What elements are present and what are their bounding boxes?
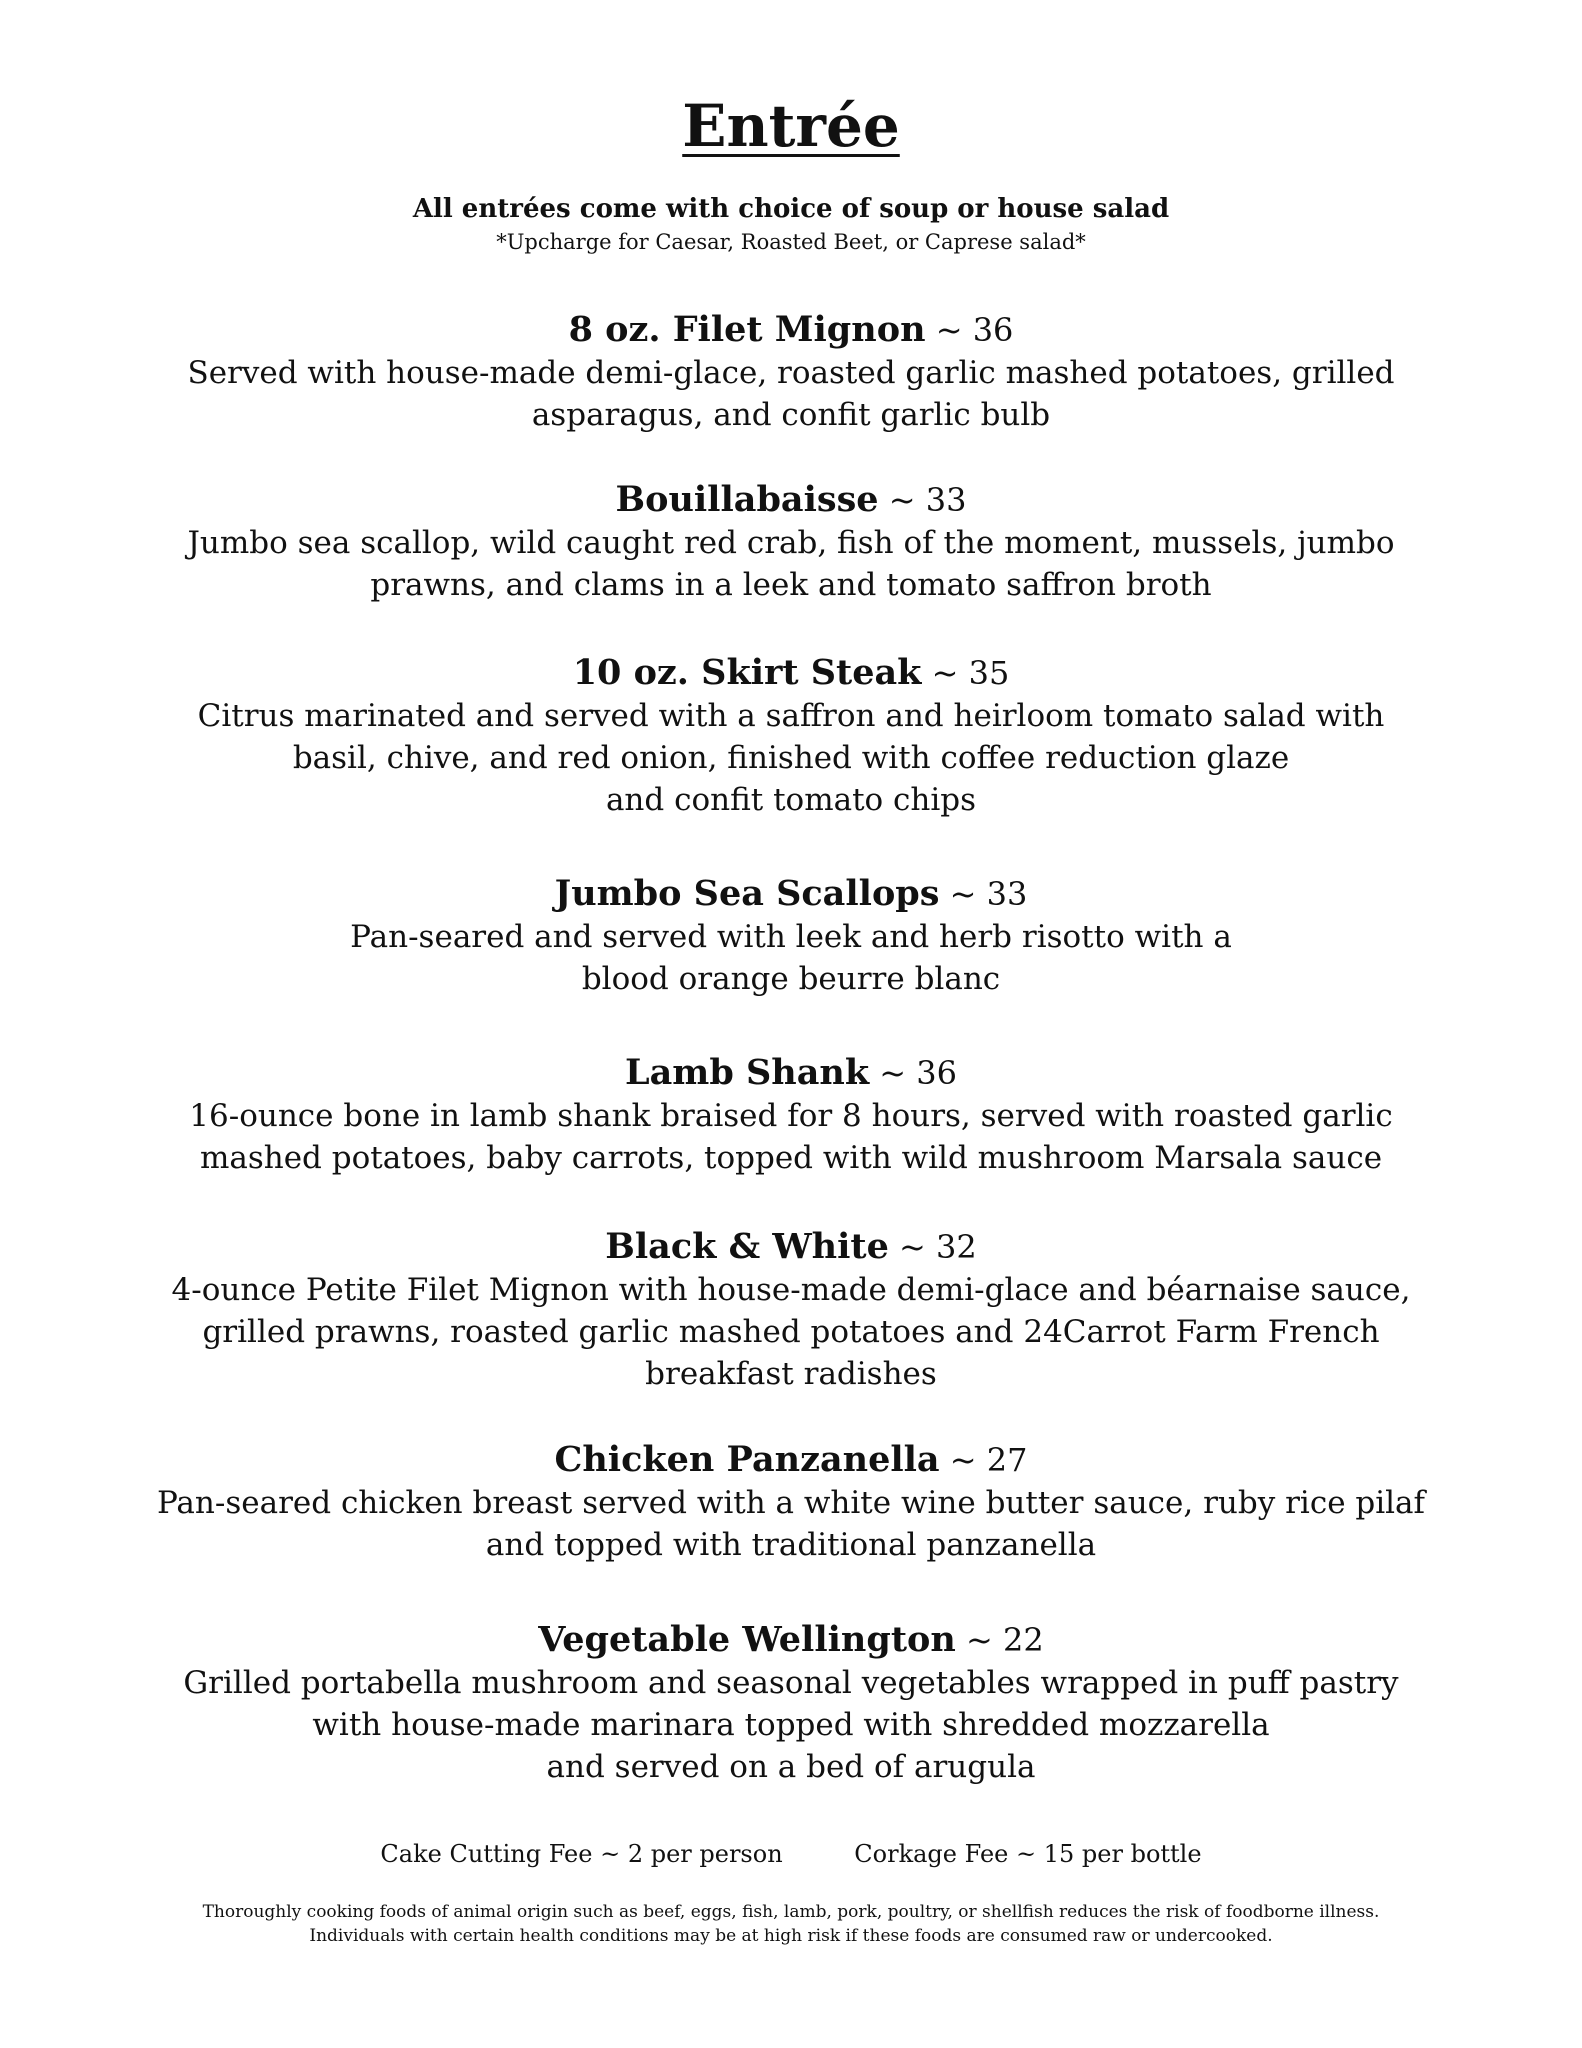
item-price: ~ 36 [925, 311, 1014, 349]
corkage-fee: Corkage Fee ~ 15 per bottle [854, 1840, 1202, 1868]
menu-item-bouillabaisse [0, 478, 1582, 606]
menu-item-lamb-shank [0, 1051, 1582, 1179]
disclaimer-line-1: Thoroughly cooking foods of animal origin such as beef, eggs, fish, lamb, pork, poultry, or shellfish reduces the risk of foodborne illness. [202, 1902, 1380, 1922]
item-title [0, 651, 1582, 695]
item-price: ~ 22 [955, 1621, 1044, 1659]
disclaimer-line-2: Individuals with certain health conditions may be at high risk if these foods are consumed raw or undercooked. [309, 1926, 1273, 1946]
menu-item-black-and-white [0, 1225, 1582, 1395]
menu-item-skirt-steak [0, 651, 1582, 821]
item-title [0, 1618, 1582, 1662]
item-description: Jumbo sea scallop, wild caught red crab, fish of the moment, mussels, jumbo prawns, and clams in a leek and tomato saffron broth [187, 525, 1395, 603]
food-safety-disclaimer [0, 1900, 1582, 1948]
item-description: Pan-seared chicken breast served with a white wine butter sauce, ruby rice pilaf and topped with traditional panzanella [156, 1485, 1426, 1563]
item-price: ~ 32 [888, 1228, 977, 1266]
item-description: Grilled portabella mushroom and seasonal vegetables wrapped in puff pastry with house-made marinara topped with shredded mozzarella and served on a bed of arugula [183, 1665, 1399, 1785]
item-title [0, 1225, 1582, 1269]
page-title: Entrée [682, 92, 900, 160]
item-price: ~ 35 [921, 654, 1010, 692]
item-description: Pan-seared and served with leek and herb risotto with a blood orange beurre blanc [350, 919, 1232, 997]
item-name: Bouillabaisse [615, 479, 879, 520]
item-price: ~ 36 [869, 1054, 957, 1092]
item-title [0, 1051, 1582, 1095]
item-name: Lamb Shank [625, 1052, 870, 1093]
item-price: ~ 33 [878, 481, 967, 519]
menu-item-filet-mignon [0, 308, 1582, 436]
item-name: Jumbo Sea Scallops [554, 873, 940, 914]
item-description: 4-ounce Petite Filet Mignon with house-made demi-glace and béarnaise sauce, grilled prawns, roasted garlic mashed potatoes and 24Carrot Farm French breakfast radishes [171, 1272, 1411, 1392]
item-name: Black & White [605, 1226, 889, 1267]
menu-item-sea-scallops [0, 872, 1582, 1000]
item-title [0, 308, 1582, 352]
item-description: Served with house-made demi-glace, roasted garlic mashed potatoes, grilled asparagus, and confit garlic bulb [187, 355, 1395, 433]
menu-item-vegetable-wellington [0, 1618, 1582, 1788]
item-description: Citrus marinated and served with a saffron and heirloom tomato salad with basil, chive, and red onion, finished with coffee reduction glaze and confit tomato chips [197, 698, 1385, 818]
item-name: Vegetable Wellington [538, 1619, 956, 1660]
item-price: ~ 27 [939, 1441, 1028, 1479]
item-name: 8 oz. Filet Mignon [568, 309, 926, 350]
cake-cutting-fee: Cake Cutting Fee ~ 2 per person [380, 1840, 783, 1868]
item-title [0, 872, 1582, 916]
item-description: 16-ounce bone in lamb shank braised for 8 hours, served with roasted garlic mashed potatoes, baby carrots, topped with wild mushroom Marsala sauce [189, 1098, 1393, 1176]
item-name: Chicken Panzanella [554, 1439, 940, 1480]
item-price: ~ 33 [939, 875, 1028, 913]
fees-line [0, 1840, 1582, 1869]
menu-item-chicken-panzanella [0, 1438, 1582, 1566]
upcharge-note: *Upcharge for Caesar, Roasted Beet, or Caprese salad* [496, 230, 1086, 254]
item-name: 10 oz. Skirt Steak [572, 652, 922, 693]
item-title [0, 478, 1582, 522]
item-title [0, 1438, 1582, 1482]
menu-subtitle: All entrées come with choice of soup or house salad [412, 194, 1170, 224]
